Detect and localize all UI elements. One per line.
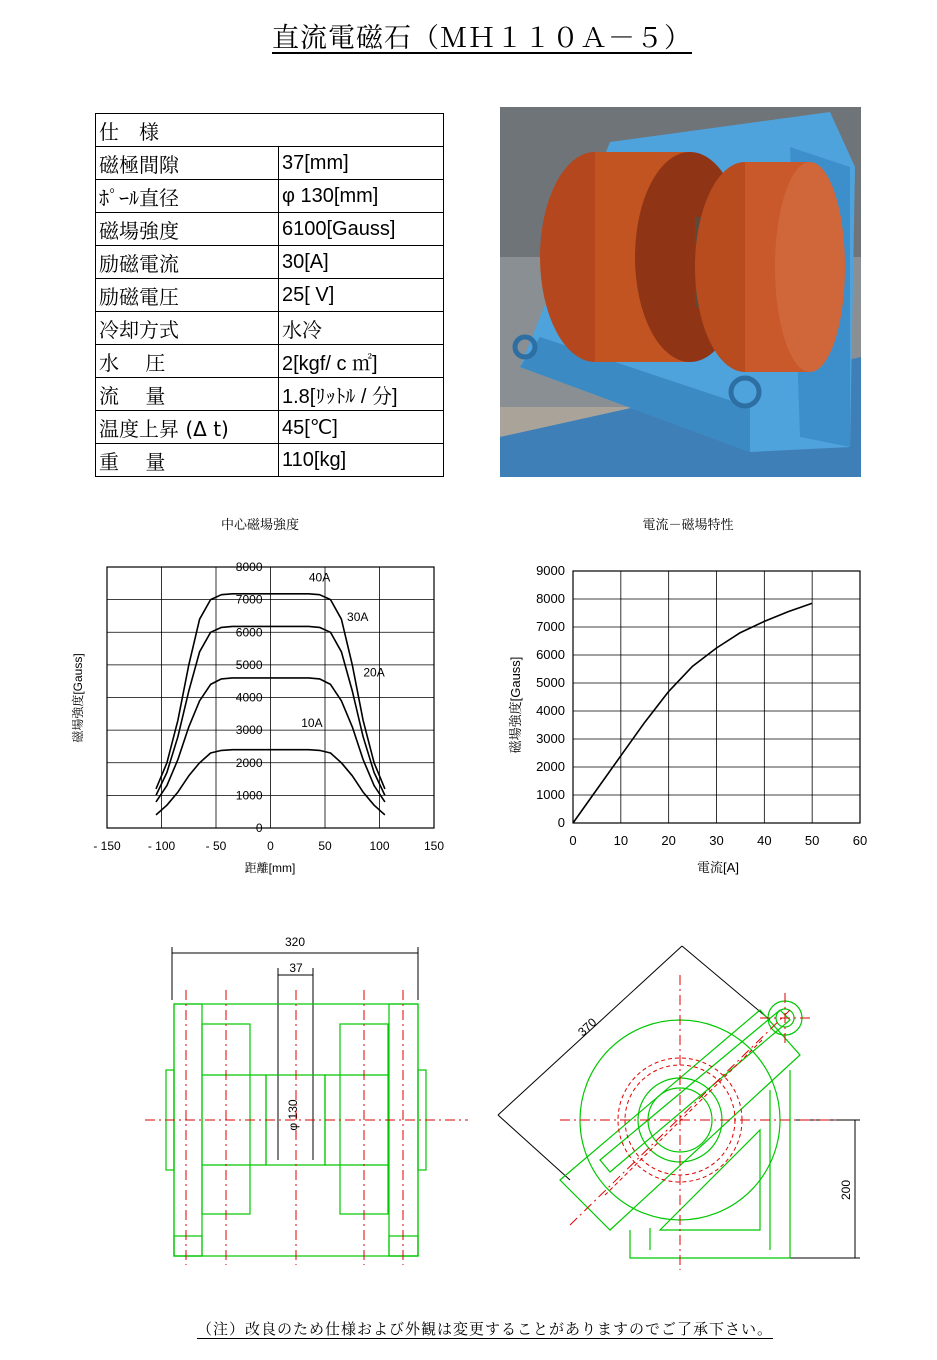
x-axis-label: 距離[mm] [244,861,296,875]
spec-label: 励磁電流 [96,246,279,279]
table-row [96,246,444,279]
series-label: 30A [347,609,369,624]
spec-label: 励磁電圧 [96,279,279,312]
table-row [96,213,444,246]
spec-table-header: 仕 様 [96,114,444,147]
x-tick-label: - 50 [205,839,227,853]
spec-value: 25[ V] [279,279,444,312]
y-tick-label: 5000 [235,657,263,672]
table-row [96,345,444,378]
x-axis-label: 電流[A] [697,860,739,875]
y-axis-label: 磁場強度[Gauss] [508,656,523,754]
x-tick-label: 50 [804,833,820,848]
x-tick-label: 100 [369,839,390,853]
dim-200: 200 [839,1179,853,1201]
y-tick-label: 7000 [536,619,565,634]
magnet-photo [500,107,861,477]
side-view-drawing [490,935,870,1275]
spec-label: 磁場強度 [96,213,279,246]
x-tick-label: 30 [709,833,724,848]
x-tick-label: 0 [267,839,274,853]
spec-value: 6100[Gauss] [279,213,444,246]
spec-value: 45[℃] [279,411,444,444]
y-tick-label: 6000 [235,625,263,640]
y-tick-label: 4000 [235,690,263,705]
table-row [96,444,444,477]
y-tick-label: 3000 [235,723,263,738]
page-title: 直流電磁石（ＭＨ１１０Ａ－５） [272,23,692,54]
spec-value: 1.8[ﾘｯﾄﾙ / 分] [279,378,444,411]
x-tick-label: - 150 [93,839,121,853]
y-tick-label: 0 [255,821,263,835]
spec-value: 30[A] [279,246,444,279]
dim-320: 320 [284,935,306,949]
series-line [573,603,812,823]
x-tick-label: 10 [613,833,629,848]
table-row [96,411,444,444]
center-field-chart [60,510,460,880]
x-tick-label: 0 [569,833,577,848]
spec-value: 水冷 [279,312,444,345]
spec-label: 流 量 [96,378,279,411]
spec-value: φ 130[mm] [279,180,444,213]
y-tick-label: 5000 [536,675,565,690]
table-row [96,312,444,345]
y-tick-label: 0 [557,815,565,830]
spec-label: 水 圧 [96,345,279,378]
series-label: 20A [363,665,385,680]
y-tick-label: 4000 [536,703,565,718]
y-tick-label: 9000 [536,563,565,578]
y-tick-label: 6000 [536,647,565,662]
y-tick-label: 8000 [235,560,263,574]
y-tick-label: 1000 [235,788,263,803]
spec-value: 37[mm] [279,147,444,180]
x-tick-label: 150 [423,839,445,853]
spec-label: 重 量 [96,444,279,477]
spec-value: 2[kgf/ c ㎡] [279,345,444,378]
x-tick-label: 60 [852,833,868,848]
y-tick-label: 8000 [536,591,565,606]
y-tick-label: 2000 [536,759,565,774]
chart-title: 中心磁場強度 [220,517,300,532]
spec-label: 冷却方式 [96,312,279,345]
x-tick-label: 40 [757,833,772,848]
series-label: 40A [308,570,331,585]
current-field-chart [500,510,920,880]
dim-370: 370 [575,1015,600,1040]
chart-title: 電流－磁場特性 [642,517,734,532]
x-tick-label: 20 [661,833,676,848]
y-tick-label: 1000 [536,787,565,802]
y-axis-label: 磁場強度[Gauss] [71,653,85,743]
table-row [96,147,444,180]
table-row [96,279,444,312]
y-tick-label: 7000 [235,592,263,607]
table-row [96,378,444,411]
front-view-drawing [140,930,480,1270]
spec-table [95,113,444,477]
footer-note: （注）改良のため仕様および外観は変更することがありますのでご了承下さい。 [197,1320,774,1338]
x-tick-label: - 100 [147,839,176,853]
dim-pole-diameter: φ 130 [286,1099,300,1131]
y-tick-label: 3000 [536,731,565,746]
x-tick-label: 50 [318,839,332,853]
spec-label: 磁極間隙 [96,147,279,180]
table-row [96,180,444,213]
spec-label: 温度上昇 (Δ t) [96,411,279,444]
spec-label: ﾎﾟｰﾙ直径 [96,180,279,213]
series-label: 10A [301,715,323,730]
y-tick-label: 2000 [235,755,263,770]
spec-value: 110[kg] [279,444,444,477]
dim-37: 37 [289,961,303,975]
